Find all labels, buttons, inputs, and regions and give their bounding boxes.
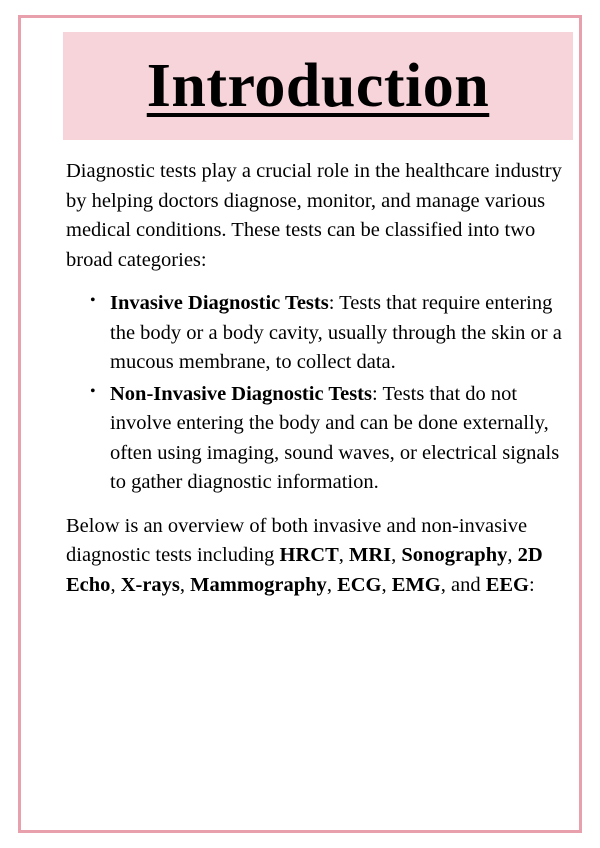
test-name-ecg: ECG bbox=[337, 573, 382, 596]
list-item-term: Non-Invasive Diagnostic Tests bbox=[110, 382, 372, 405]
closing-trailing: : bbox=[529, 573, 535, 596]
list-item-separator: : bbox=[328, 292, 340, 315]
test-name-x-rays: X-rays bbox=[120, 573, 180, 596]
category-list bbox=[66, 289, 566, 498]
test-name-sonography: Sonography bbox=[401, 544, 508, 567]
list-item bbox=[88, 289, 566, 378]
closing-paragraph: Below is an overview of both invasive and non-invasive diagnostic tests including HRCT, MRI, Sonography, 2D Echo, X-rays, Mammography, ECG, EMG, and EEG: bbox=[66, 514, 543, 596]
list-item bbox=[88, 380, 566, 498]
closing-lead: Below is an overview of both invasive and non-invasive diagnostic tests including bbox=[66, 514, 528, 567]
test-name-emg: EMG bbox=[391, 573, 441, 596]
page-title: Introduction bbox=[146, 52, 490, 120]
test-name-hrct: HRCT bbox=[279, 544, 339, 567]
intro-paragraph: Diagnostic tests play a crucial role in the healthcare industry by helping doctors diagnose, monitor, and manage various medical conditions. These tests can be classified into two broad categories: bbox=[66, 160, 562, 271]
list-item-term: Invasive Diagnostic Tests bbox=[110, 292, 329, 315]
list-item-text: Tests that do not involve entering the body and can be done externally, often using imaging, sound waves, or electrical signals to gather diagnostic information. bbox=[110, 382, 560, 494]
test-name-mammography: Mammography bbox=[190, 573, 327, 596]
title-banner bbox=[63, 32, 573, 140]
test-name-2d-echo: 2D Echo bbox=[66, 544, 543, 596]
closing-connector: and bbox=[450, 573, 481, 596]
list-item-text: Tests that require entering the body or a body cavity, usually through the skin or a mucous membrane, to collect data. bbox=[110, 292, 562, 374]
test-name-eeg: EEG bbox=[485, 573, 529, 596]
page-content bbox=[42, 32, 590, 600]
test-name-mri: MRI bbox=[349, 544, 392, 567]
body-text bbox=[42, 157, 590, 600]
list-item-separator: : bbox=[372, 382, 383, 405]
